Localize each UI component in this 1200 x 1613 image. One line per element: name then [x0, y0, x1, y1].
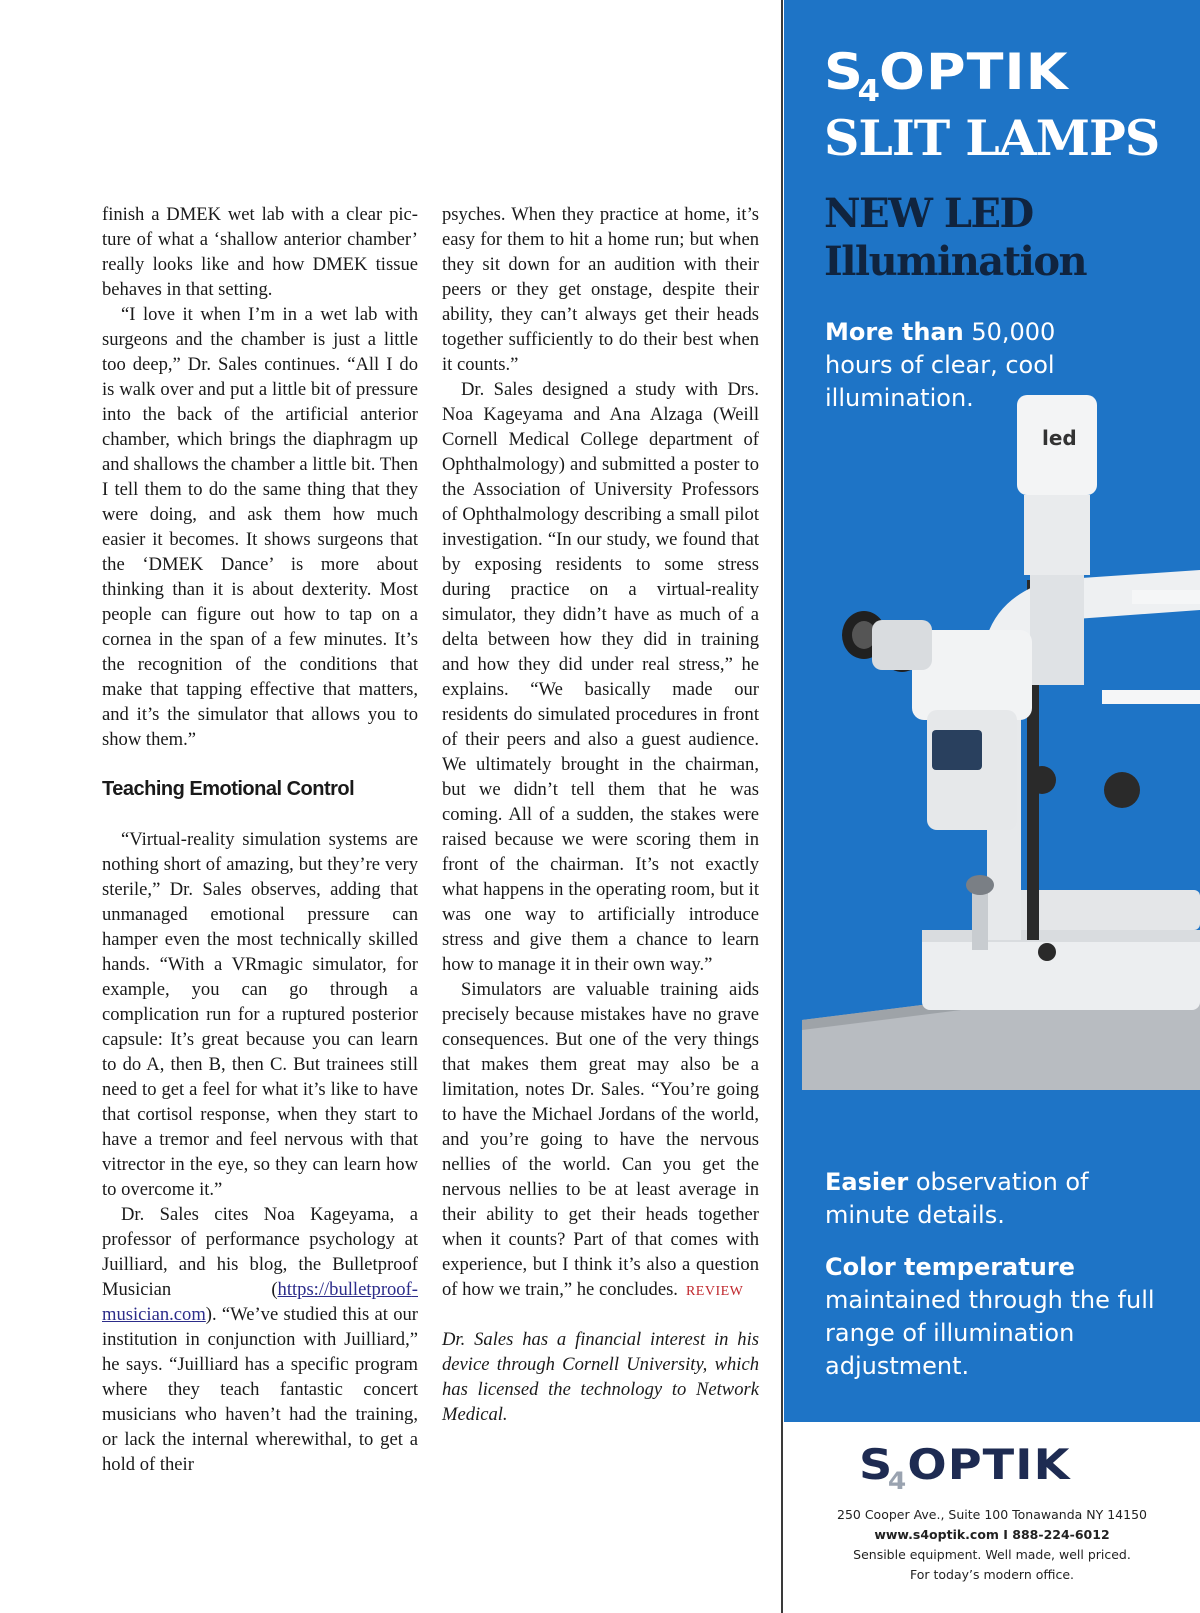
blog-link[interactable]: https://bulletproofmusician.com	[102, 1279, 418, 1325]
paragraph	[102, 1202, 418, 1477]
ad-address: 250 Cooper Ave., Suite 100 Tonawanda NY 14150	[837, 1507, 1147, 1522]
ad-tagline: Sensible equipment. Well made, well priced.	[853, 1547, 1131, 1562]
ad-feature-color-temperature: Color temperature maintained through the full range of illumination adjustment.	[825, 1253, 1155, 1380]
ad-divider	[781, 0, 783, 1613]
paragraph: finish a DMEK wet lab with a clear picture of what a ‘shallow anterior chamber’ really looks like and how DMEK tissue behaves in that setting.	[102, 204, 418, 300]
ad-product-name: SLIT LAMPS	[824, 109, 1160, 167]
paragraph: “I love it when I’m in a wet lab with surgeons and the chamber is just a little too deep,” Dr. Sales continues. “All I do is walk over and put a little bit of pressure into the back of the artificial anterior chamber, which brings the diaphragm up and shallows the chamber a little bit. Then I tell them to do the same thing that they were doing, and ask them how much easier it becomes. It shows surgeons that the ‘DMEK Dance’ is more about thinking than it is about dexterity. Most people can figure out how to tap on a cornea in the span of a few minutes. It’s the recognition of the conditions that make that tapping effective that matters, and it’s the simulator that allows you to show them.”	[102, 304, 418, 750]
article-column-1	[102, 202, 418, 1477]
ad-brand-logo: $S_4OPTIK$	[824, 43, 1069, 109]
ad-headline: NEW LED Illumination	[824, 190, 1087, 285]
paragraph	[442, 977, 759, 1304]
ad-footer-logo: $S_4OPTIK$	[859, 1440, 1071, 1495]
ad-tagline: For today’s modern office.	[909, 1567, 1075, 1582]
disclosure-note: Dr. Sales has a financial interest in his device through Cornell University, which has licensed the technology to Network Medical.	[442, 1329, 759, 1425]
paragraph-text: Simulators are valuable training aids precisely because mistakes have no grave consequences. But one of the very things that makes them great may also be a limitation, notes Dr. Sales. “You’re going to have the Michael Jordans of the world, and you’re going to have the nervous nellies of the world. Can you get the nervous nellies to be at least average in their ability to get their heads together when it counts? Part of that comes with experience, but I think it’s also a question of how we train,” he concludes.	[442, 979, 759, 1300]
ad-footer	[784, 1422, 1200, 1613]
end-mark: REVIEW	[685, 1284, 744, 1299]
ad-feature-hours: More than 50,000 hours of clear, cool illumination.	[825, 318, 1056, 412]
ad-blue-panel	[784, 0, 1200, 1422]
article-column-2	[442, 202, 759, 1427]
section-heading: Teaching Emotional Control	[102, 778, 355, 800]
slit-lamp-image	[802, 370, 1200, 1090]
paragraph-text: Dr. Sales cites Noa Kageyama, a professor of performance psychology at Juilliard, and his blog, the Bulletproof Musician (	[102, 1204, 418, 1300]
ad-web-phone[interactable]: www.s4optik.com I 888-224-6012	[874, 1527, 1110, 1542]
paragraph: psyches. When they practice at home, it’s easy for them to hit a home run; but when they sit down for an audition with their peers or they get onstage, despite their ability, they can’t always get their heads together sufficiently to do their best when it counts.”	[442, 204, 759, 375]
lamp-label: led	[1042, 426, 1077, 450]
paragraph-text: ). “We’ve studied this at our institution in conjunction with Juilliard,” he says. “Juilliard has a specific program where they teach fantastic concert musicians who haven’t had the training, or lack the internal wherewithal, to get a hold of their	[102, 1304, 418, 1475]
ad-feature-observation: Easier observation of minute details.	[825, 1168, 1089, 1229]
advertisement[interactable]	[784, 0, 1200, 1613]
paragraph: Dr. Sales designed a study with Drs. Noa Kageyama and Ana Alzaga (Weill Cornell Medical College department of Ophthalmology) and submitted a poster to the Association of University Professors of Ophthalmology describing a small pilot investigation. “In our study, we found that by exposing residents to some stress during practice on a virtual-reality simulator, they didn’t have as much of a delta between how they did in training and how they did under real stress,” he explains. “We basically made our residents do simulated procedures in front of their peers and also a guest audience. We ultimately brought in the chairman, but we didn’t tell them that he was coming. All of a sudden, the stakes were raised because we were scoring them in front of the chairman. It’s not exactly what happens in the operating room, but it was one way to artificially introduce stress and give them a chance to learn how to manage it in their own way.”	[442, 379, 759, 975]
paragraph: “Virtual-reality simulation systems are nothing short of amazing, but they’re very sterile,” Dr. Sales observes, adding that unmanaged emotional pressure can hamper even the most technically skilled hands. “With a VRmagic simulator, for example, you can go through a complication run for a ruptured posterior capsule: It’s great because you can learn to do A, then B, then C. But trainees still need to get a feel for what it’s like to have that cortisol response, when they start to have a tremor and feel nervous with that vitrector in the eye, so they can learn how to overcome it.”	[102, 829, 418, 1200]
